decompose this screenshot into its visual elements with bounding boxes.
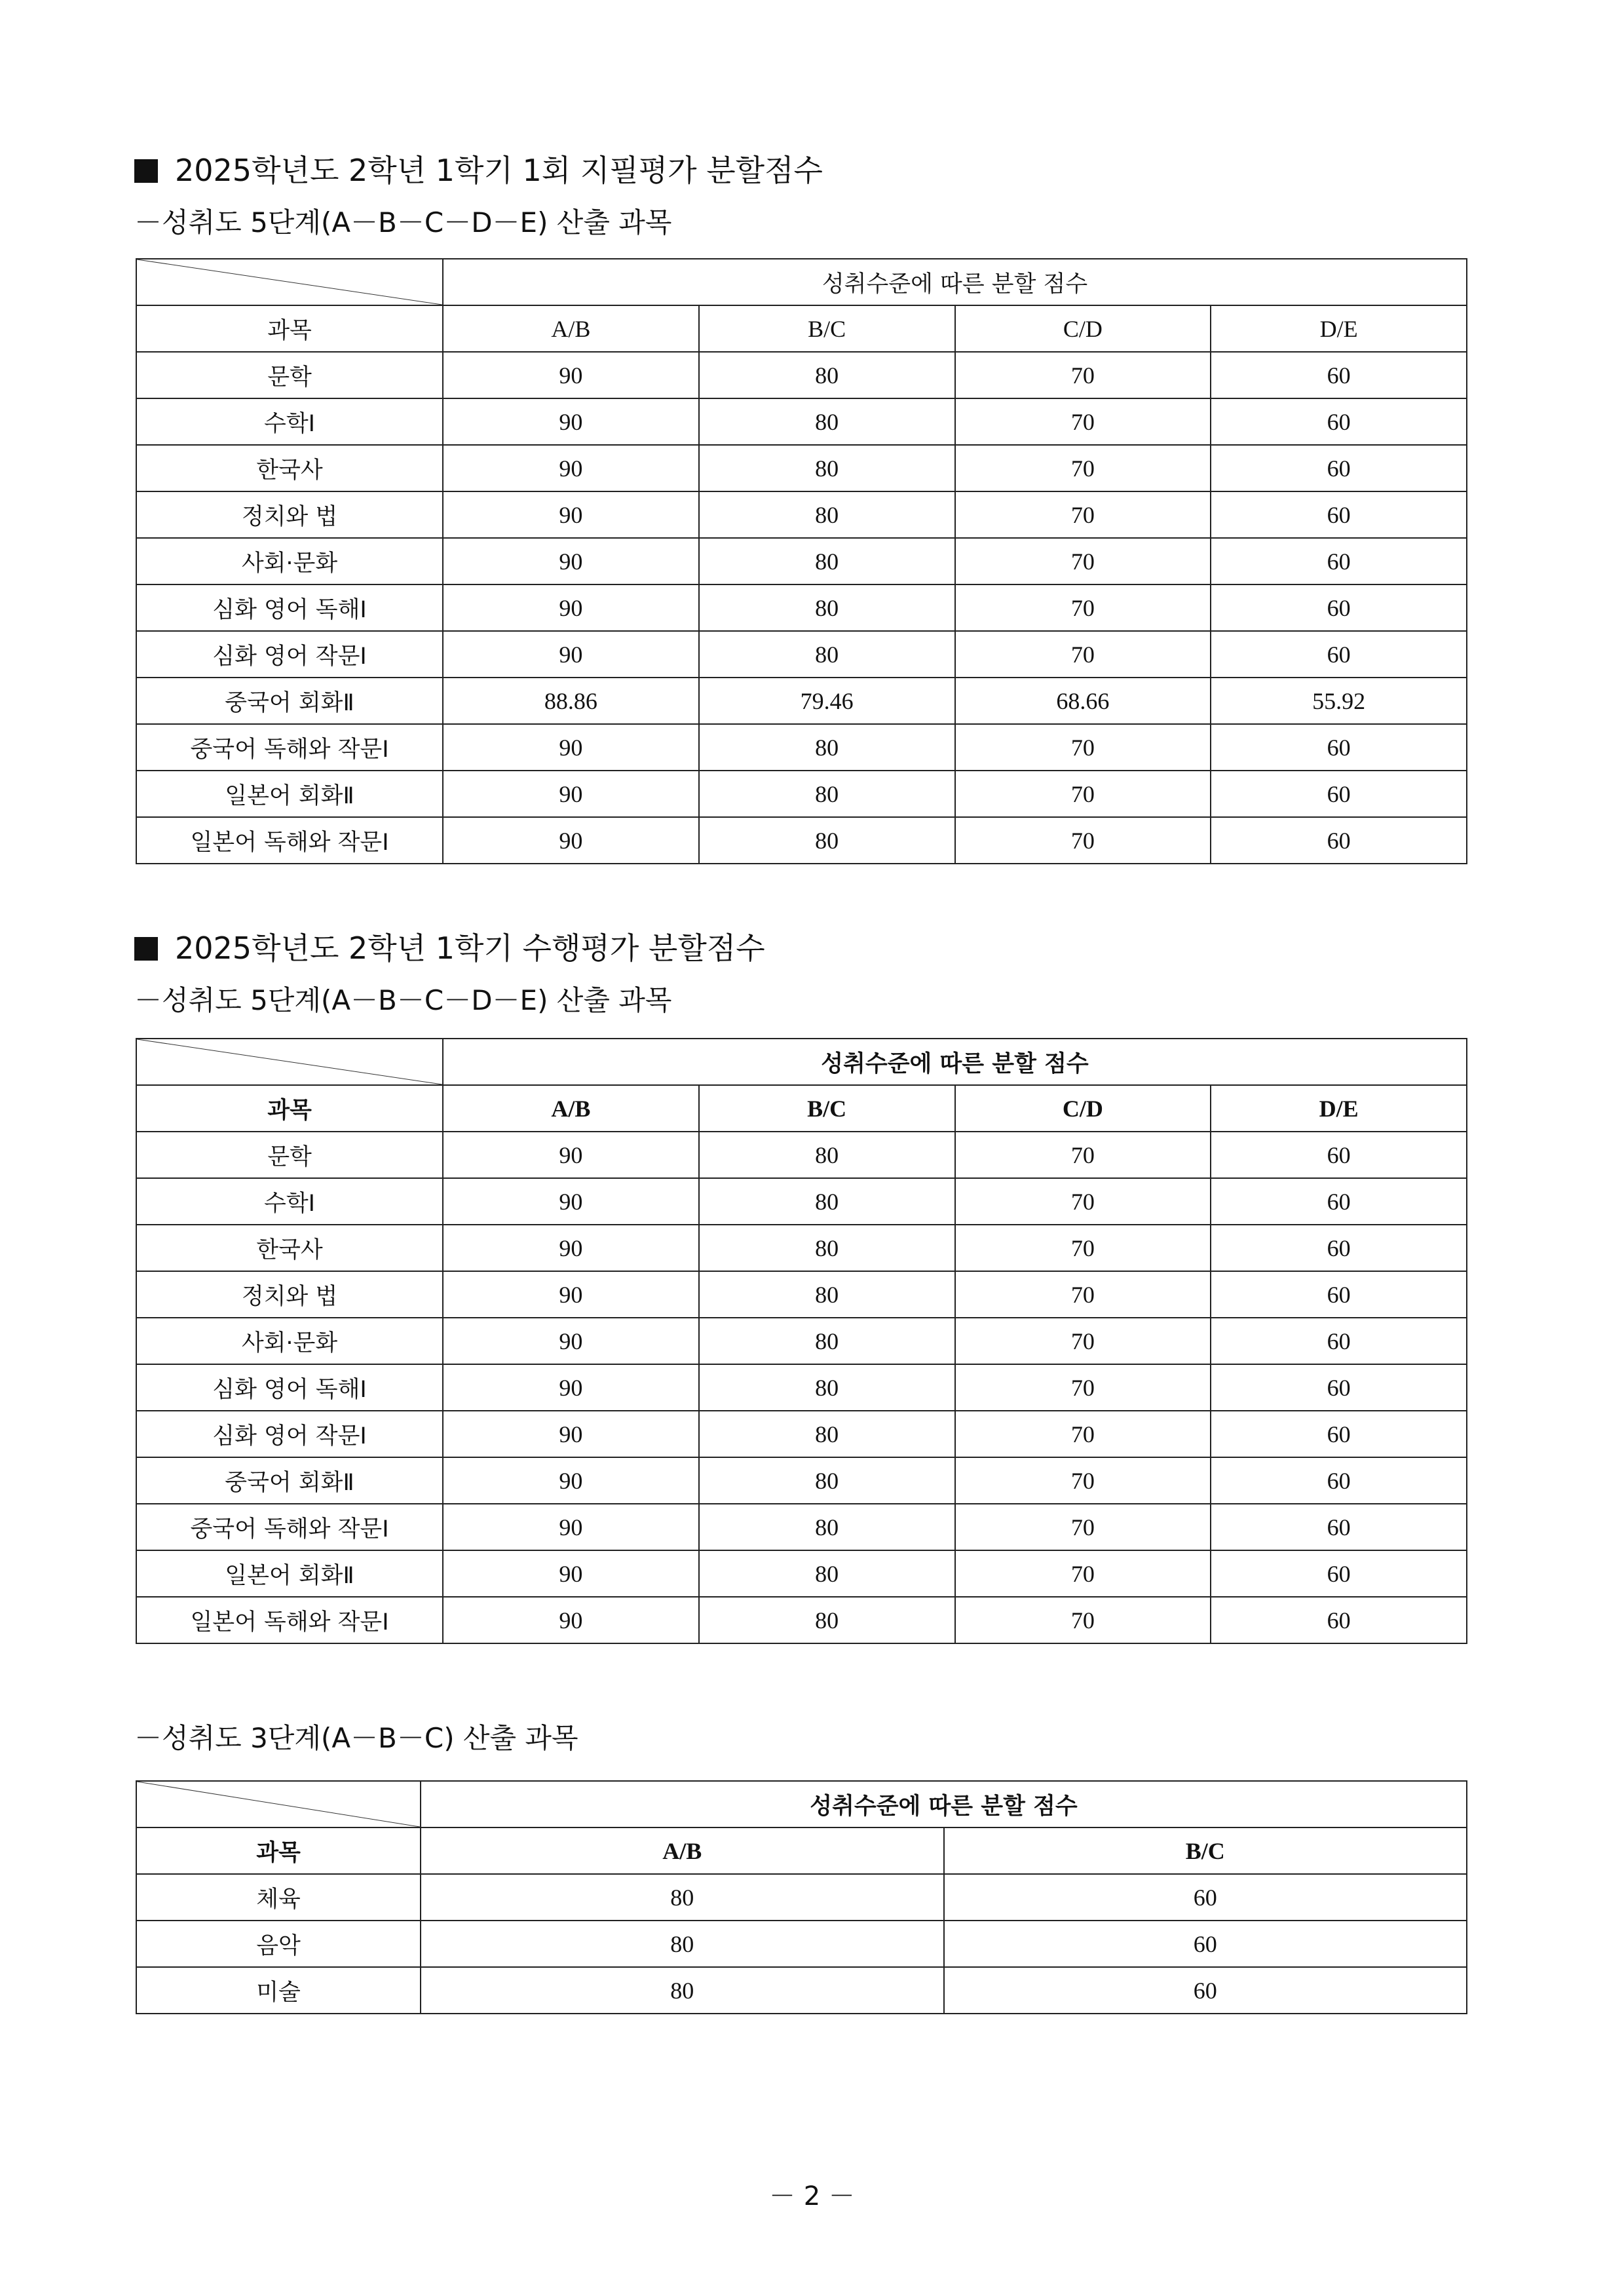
subject-cell: 중국어 회화Ⅱ <box>136 1457 443 1504</box>
table-row <box>136 1874 1467 1921</box>
col-header-de: D/E <box>1211 305 1467 352</box>
subject-cell: 미술 <box>136 1967 421 2014</box>
table-row <box>136 724 1467 771</box>
score-cell: 90 <box>443 1597 699 1643</box>
table-row <box>136 1597 1467 1643</box>
table-row <box>136 538 1467 584</box>
subject-cell: 정치와 법 <box>136 491 443 538</box>
subject-cell: 사회·문화 <box>136 1318 443 1364</box>
score-cell: 90 <box>443 1132 699 1178</box>
score-cell: 70 <box>955 1411 1211 1457</box>
cut-score-table-3 <box>136 1780 1467 2014</box>
score-cell: 80 <box>699 817 955 864</box>
subject-cell: 사회·문화 <box>136 538 443 584</box>
table-row <box>136 445 1467 491</box>
score-cell: 70 <box>955 584 1211 631</box>
table-row <box>136 1550 1467 1597</box>
score-cell: 80 <box>699 1318 955 1364</box>
group-header: 성취수준에 따른 분할 점수 <box>421 1781 1467 1827</box>
subject-cell: 일본어 회화Ⅱ <box>136 1550 443 1597</box>
square-bullet-icon <box>134 159 158 183</box>
col-header-de: D/E <box>1211 1085 1467 1132</box>
section2-subheading: －성취도 5단계(A－B－C－D－E) 산출 과목 <box>134 984 672 1016</box>
score-cell: 70 <box>955 398 1211 445</box>
score-cell: 80 <box>699 1504 955 1550</box>
score-cell: 70 <box>955 352 1211 398</box>
score-cell: 90 <box>443 631 699 678</box>
score-cell: 70 <box>955 1364 1211 1411</box>
score-cell: 60 <box>1211 817 1467 864</box>
table-row <box>136 1318 1467 1364</box>
subject-cell: 수학Ⅰ <box>136 398 443 445</box>
score-cell: 80 <box>421 1921 944 1967</box>
group-header: 성취수준에 따른 분할 점수 <box>443 259 1467 305</box>
score-cell: 80 <box>699 352 955 398</box>
subject-cell: 일본어 독해와 작문Ⅰ <box>136 1597 443 1643</box>
table-row <box>136 678 1467 724</box>
score-cell: 60 <box>944 1967 1467 2014</box>
score-cell: 70 <box>955 445 1211 491</box>
score-cell: 68.66 <box>955 678 1211 724</box>
table-row <box>136 584 1467 631</box>
score-cell: 90 <box>443 1271 699 1318</box>
score-cell: 80 <box>699 445 955 491</box>
score-cell: 80 <box>421 1967 944 2014</box>
score-cell: 90 <box>443 584 699 631</box>
score-cell: 80 <box>699 1178 955 1225</box>
section1-heading-text: 2025학년도 2학년 1학기 1회 지필평가 분할점수 <box>175 153 823 188</box>
score-cell: 90 <box>443 398 699 445</box>
score-cell: 60 <box>1211 724 1467 771</box>
subject-cell: 중국어 회화Ⅱ <box>136 678 443 724</box>
table-row <box>136 1271 1467 1318</box>
section3-subheading: －성취도 3단계(A－B－C) 산출 과목 <box>134 1722 578 1754</box>
score-cell: 60 <box>1211 1225 1467 1271</box>
table-row <box>136 817 1467 864</box>
score-cell: 80 <box>699 584 955 631</box>
subject-cell: 수학Ⅰ <box>136 1178 443 1225</box>
subject-cell: 심화 영어 독해Ⅰ <box>136 584 443 631</box>
score-cell: 70 <box>955 817 1211 864</box>
cut-score-table-2 <box>136 1038 1467 1644</box>
table-row <box>136 1921 1467 1967</box>
score-cell: 80 <box>699 1597 955 1643</box>
score-cell: 80 <box>699 538 955 584</box>
score-cell: 70 <box>955 1318 1211 1364</box>
score-cell: 70 <box>955 491 1211 538</box>
score-cell: 60 <box>1211 398 1467 445</box>
subject-cell: 심화 영어 독해Ⅰ <box>136 1364 443 1411</box>
score-cell: 60 <box>944 1921 1467 1967</box>
subject-cell: 음악 <box>136 1921 421 1967</box>
score-cell: 60 <box>1211 1178 1467 1225</box>
col-header-bc: B/C <box>699 1085 955 1132</box>
score-cell: 70 <box>955 1225 1211 1271</box>
score-cell: 80 <box>699 631 955 678</box>
diagonal-corner-cell <box>136 1781 421 1827</box>
table-row <box>136 1364 1467 1411</box>
score-cell: 80 <box>699 1271 955 1318</box>
col-header-bc: B/C <box>699 305 955 352</box>
score-cell: 70 <box>955 1597 1211 1643</box>
score-cell: 90 <box>443 1411 699 1457</box>
score-cell: 80 <box>699 1457 955 1504</box>
subject-cell: 한국사 <box>136 445 443 491</box>
table-row <box>136 1504 1467 1550</box>
score-cell: 60 <box>1211 1271 1467 1318</box>
table-row <box>136 1967 1467 2014</box>
subject-cell: 체육 <box>136 1874 421 1921</box>
score-cell: 90 <box>443 1178 699 1225</box>
score-cell: 70 <box>955 1550 1211 1597</box>
table-row <box>136 1411 1467 1457</box>
score-cell: 80 <box>699 724 955 771</box>
col-header-subject: 과목 <box>136 1827 421 1874</box>
section1-subheading: －성취도 5단계(A－B－C－D－E) 산출 과목 <box>134 206 672 239</box>
subject-cell: 정치와 법 <box>136 1271 443 1318</box>
score-cell: 60 <box>1211 1457 1467 1504</box>
score-cell: 90 <box>443 491 699 538</box>
score-cell: 90 <box>443 1550 699 1597</box>
subject-cell: 심화 영어 작문Ⅰ <box>136 1411 443 1457</box>
diagonal-corner-cell <box>136 1039 443 1085</box>
score-cell: 60 <box>1211 1411 1467 1457</box>
score-cell: 60 <box>944 1874 1467 1921</box>
col-header-subject: 과목 <box>136 1085 443 1132</box>
subject-cell: 중국어 독해와 작문Ⅰ <box>136 724 443 771</box>
table-row <box>136 1457 1467 1504</box>
score-cell: 60 <box>1211 771 1467 817</box>
score-cell: 60 <box>1211 352 1467 398</box>
diagonal-line-icon <box>137 259 442 305</box>
diagonal-line-icon <box>137 1039 442 1084</box>
page-number: － 2 － <box>769 2181 855 2211</box>
score-cell: 60 <box>1211 1504 1467 1550</box>
subject-cell: 문학 <box>136 1132 443 1178</box>
score-cell: 70 <box>955 1504 1211 1550</box>
score-cell: 88.86 <box>443 678 699 724</box>
score-cell: 90 <box>443 1457 699 1504</box>
score-cell: 70 <box>955 1132 1211 1178</box>
cut-score-table-1 <box>136 258 1467 864</box>
score-cell: 80 <box>699 1550 955 1597</box>
score-cell: 60 <box>1211 1597 1467 1643</box>
subject-cell: 심화 영어 작문Ⅰ <box>136 631 443 678</box>
score-cell: 55.92 <box>1211 678 1467 724</box>
score-cell: 60 <box>1211 1364 1467 1411</box>
score-cell: 60 <box>1211 491 1467 538</box>
score-cell: 60 <box>1211 538 1467 584</box>
score-cell: 60 <box>1211 445 1467 491</box>
table-row <box>136 631 1467 678</box>
score-cell: 80 <box>699 1225 955 1271</box>
score-cell: 80 <box>421 1874 944 1921</box>
score-cell: 80 <box>699 1411 955 1457</box>
score-cell: 90 <box>443 538 699 584</box>
section2-heading <box>134 928 765 968</box>
score-cell: 79.46 <box>699 678 955 724</box>
score-cell: 70 <box>955 1457 1211 1504</box>
section1-heading <box>134 151 823 190</box>
score-cell: 90 <box>443 1504 699 1550</box>
subject-cell: 중국어 독해와 작문Ⅰ <box>136 1504 443 1550</box>
score-cell: 60 <box>1211 1132 1467 1178</box>
score-cell: 70 <box>955 631 1211 678</box>
col-header-cd: C/D <box>955 1085 1211 1132</box>
score-cell: 90 <box>443 1225 699 1271</box>
diagonal-line-icon <box>137 1782 420 1827</box>
subject-cell: 한국사 <box>136 1225 443 1271</box>
score-cell: 90 <box>443 1364 699 1411</box>
table-row <box>136 1225 1467 1271</box>
score-cell: 60 <box>1211 584 1467 631</box>
col-header-cd: C/D <box>955 305 1211 352</box>
col-header-ab: A/B <box>421 1827 944 1874</box>
table-row <box>136 491 1467 538</box>
group-header: 성취수준에 따른 분할 점수 <box>443 1039 1467 1085</box>
subject-cell: 문학 <box>136 352 443 398</box>
col-header-ab: A/B <box>443 1085 699 1132</box>
score-cell: 70 <box>955 1271 1211 1318</box>
table-row <box>136 1178 1467 1225</box>
col-header-ab: A/B <box>443 305 699 352</box>
score-cell: 90 <box>443 817 699 864</box>
score-cell: 80 <box>699 1132 955 1178</box>
score-cell: 70 <box>955 538 1211 584</box>
score-cell: 70 <box>955 724 1211 771</box>
col-header-subject: 과목 <box>136 305 443 352</box>
score-cell: 90 <box>443 1318 699 1364</box>
section2-heading-text: 2025학년도 2학년 1학기 수행평가 분할점수 <box>175 930 765 966</box>
table-row <box>136 771 1467 817</box>
score-cell: 70 <box>955 771 1211 817</box>
subject-cell: 일본어 회화Ⅱ <box>136 771 443 817</box>
score-cell: 80 <box>699 1364 955 1411</box>
score-cell: 90 <box>443 352 699 398</box>
score-cell: 60 <box>1211 1550 1467 1597</box>
score-cell: 70 <box>955 1178 1211 1225</box>
diagonal-corner-cell <box>136 259 443 305</box>
score-cell: 80 <box>699 398 955 445</box>
table-row <box>136 398 1467 445</box>
subject-cell: 일본어 독해와 작문Ⅰ <box>136 817 443 864</box>
score-cell: 80 <box>699 771 955 817</box>
square-bullet-icon <box>134 937 158 961</box>
score-cell: 60 <box>1211 631 1467 678</box>
score-cell: 90 <box>443 445 699 491</box>
score-cell: 90 <box>443 771 699 817</box>
col-header-bc: B/C <box>944 1827 1467 1874</box>
table-row <box>136 1132 1467 1178</box>
score-cell: 60 <box>1211 1318 1467 1364</box>
score-cell: 80 <box>699 491 955 538</box>
table-row <box>136 352 1467 398</box>
score-cell: 90 <box>443 724 699 771</box>
